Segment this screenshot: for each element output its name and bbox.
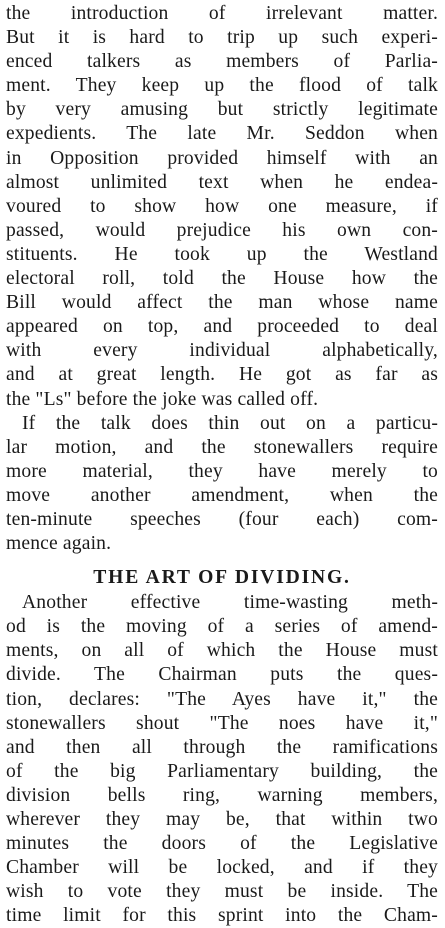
text-line: voured to show how one measure, if [6, 195, 438, 217]
text-line: expedients. The late Mr. Seddon when [6, 123, 438, 145]
text-line: by very amusing but strictly legitimate [6, 99, 438, 121]
text-line: and then all through the ramifications [6, 736, 438, 758]
text-line: minutes the doors of the Legislative [6, 833, 438, 855]
text-line: Bill would affect the man whose name [6, 292, 438, 314]
text-line: more material, they have merely to [6, 460, 438, 482]
text-line: tion, declares: "The Ayes have it," the [6, 688, 438, 710]
text-line: Chamber will be locked, and if they [6, 857, 438, 879]
text-line: mence again. [6, 533, 112, 555]
article-body-top [6, 2, 438, 556]
section-heading: THE ART OF DIVIDING. [93, 567, 351, 589]
text-line: lar motion, and the stonewallers require [6, 436, 438, 458]
text-line: ments, on all of which the House must [6, 640, 438, 662]
text-line: and at great length. He got as far as [6, 364, 438, 386]
text-line: But it is hard to trip up such experi- [6, 27, 438, 49]
text-line: electoral roll, told the House how the [6, 268, 438, 290]
text-line: the "Ls" before the joke was called off. [6, 388, 319, 410]
text-line: almost unlimited text when he endea- [6, 171, 438, 193]
text-line: with every individual alphabetically, [6, 340, 438, 362]
text-line: ten-minute speeches (four each) com- [6, 508, 438, 530]
text-line: in Opposition provided himself with an [6, 147, 438, 169]
paragraph [6, 2, 438, 412]
text-line: move another amendment, when the [6, 484, 438, 506]
text-line: If the talk does thin out on a particu- [22, 412, 438, 434]
text-line: appeared on top, and proceeded to deal [6, 316, 438, 338]
article-body-bottom [6, 591, 438, 928]
text-line: od is the moving of a series of amend- [6, 616, 438, 638]
paragraph [6, 412, 438, 557]
paragraph [6, 591, 438, 928]
text-line: wherever they may be, that within two [6, 809, 438, 830]
text-line: stituents. He took up the Westland [6, 243, 438, 265]
text-line: divide. The Chairman puts the ques- [6, 664, 438, 686]
text-line: of the big Parliamentary building, the [6, 760, 438, 782]
text-line: enced talkers as members of Parlia- [6, 51, 438, 73]
text-line: division bells ring, warning members, [6, 784, 438, 806]
text-line: passed, would prejudice his own con- [6, 219, 438, 241]
text-line: the introduction of irrelevant matter. [6, 3, 438, 24]
text-line: time limit for this sprint into the Cham- [6, 905, 438, 927]
text-line: stonewallers shout "The noes have it," [6, 712, 438, 734]
article-column [6, 2, 438, 928]
text-line: wish to vote they must be inside. The [6, 881, 438, 903]
text-line: Another effective time-wasting meth- [22, 592, 438, 614]
text-line: ment. They keep up the flood of talk [6, 75, 438, 97]
